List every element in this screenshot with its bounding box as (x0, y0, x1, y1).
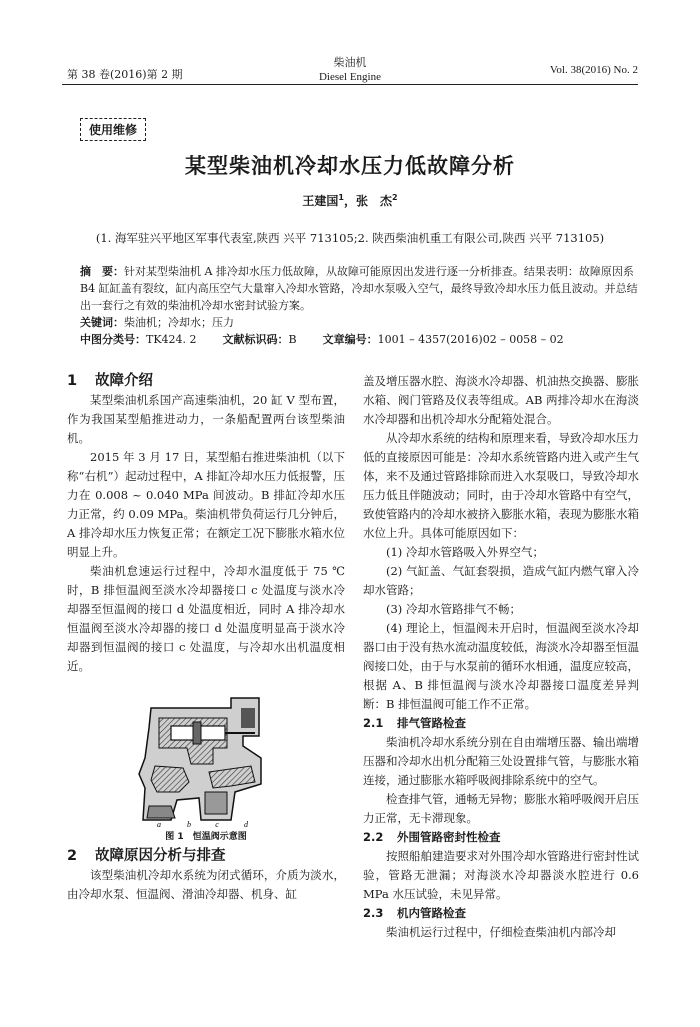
section-1-title: 故障介绍 (95, 373, 153, 389)
list-item: (4) 理论上，恒温阀未开启时，恒温阀至淡水冷却器口由于没有热水流动温度较低，海淡水冷却器至恒温阀接口处，由于与水泵前的循环水相通，温度应较高，根据 A、B 排恒温阀与淡水冷却器接口温度差异判断：B 排恒温阀可能工作不正常。 (363, 621, 639, 711)
paragraph: 某型柴油机系国产高速柴油机，20 缸 V 型布置，作为我国某型船推进动力，一条船配置两台该型柴油机。 (67, 393, 345, 445)
article-number-label: 文章编号： (322, 333, 378, 346)
paragraph: 2015 年 3 月 17 日，某型船右推进柴油机（以下称“右机”）起动过程中，A 排缸冷却水压力低报警，压力在 0.008 ~ 0.040 MPa 间波动。B 排缸冷却水压力正常，约 0.09 MPa。柴油机带负荷运行几分钟后，A 排冷却水压力恢复正常；在额定工况下膨胀水箱水位明显上升。 (67, 450, 345, 559)
keywords-label: 关键词： (80, 316, 124, 329)
port-labels (157, 820, 249, 828)
subsection-2-1-heading (363, 714, 639, 733)
clc (80, 331, 197, 348)
figure-1-caption: 图 1 恒温阀示意图 (165, 832, 247, 842)
keywords-text: 柴油机；冷却水；压力 (124, 316, 234, 329)
subsection-2-3-title: 机内管路检查 (397, 906, 466, 920)
list-item: (2) 气缸盖、气缸套裂损，造成气缸内燃气窜入冷却水管路； (363, 564, 639, 597)
affiliation: (1. 海军驻兴平地区军事代表室,陕西 兴平 713105;2. 陕西柴油机重工有限公司,陕西 兴平 713105) (95, 231, 605, 245)
paragraph: 检查排气管，通畅无异物；膨胀水箱呼吸阀开启压力正常，无卡滞现象。 (363, 792, 639, 825)
journal-name-en: Diesel Engine (318, 71, 381, 83)
left-column (67, 372, 345, 904)
port-label-d: d (244, 820, 248, 828)
section-2-title: 故障原因分析与排查 (95, 848, 226, 864)
paragraph: 按照船舶建造要求对外围冷却水管路进行密封性试验，管路无泄漏；对海淡水冷却器淡水腔进行 0.6 MPa 水压试验，未见异常。 (363, 849, 639, 901)
authors (0, 192, 700, 209)
journal-issue: 第 38 卷(2016)第 2 期 (67, 68, 183, 81)
subsection-2-3-heading (363, 904, 639, 923)
abstract (80, 263, 638, 314)
clc-label: 中图分类号： (80, 333, 146, 346)
abstract-block (80, 263, 638, 348)
subsection-2-2-title: 外围管路密封性检查 (397, 830, 501, 844)
column-tag: 使用维修 (80, 118, 146, 141)
paragraph: 柴油机怠速运行过程中，冷却水温度低于 75 ℃时，B 排恒温阀至淡水冷却器接口 c 处温度与淡水冷却器至恒温阀的接口 d 处温度相近，同时 A 排冷却水恒温阀至淡水冷却器的接口 d 处温度明显高于淡水冷却器到恒温阀的接口 c 处温度，与冷却水出机温度相近。 (67, 564, 345, 673)
doc-code-value: B (288, 333, 297, 346)
paragraph: 柴油机运行过程中，仔细检查柴油机内部冷却 (386, 925, 616, 939)
list-item: (3) 冷却水管路排气不畅； (386, 602, 521, 616)
article-number (323, 331, 564, 348)
author-2: 张 杰 (356, 194, 393, 208)
right-column (363, 372, 639, 942)
list-item: (1) 冷却水管路吸入外界空气； (386, 545, 544, 559)
subsection-2-2-number: 2.2 (363, 830, 384, 844)
thermostat-valve-diagram (131, 688, 281, 828)
abstract-text: 针对某型柴油机 A 排冷却水压力低故障，从故障可能原因出发进行逐一分析排查。结果表明：故障原因系 B4 缸缸盖有裂纹，缸内高压空气大量窜入冷却水管路，冷却水泵吸入空气，最终导致冷却水压力低且波动。并总结出一套行之有效的柴油机冷却水密封试验方案。 (80, 265, 638, 312)
article-title: 某型柴油机冷却水压力低故障分析 (185, 154, 515, 178)
header-rule (62, 84, 638, 85)
paragraph: 该型柴油机冷却水系统为闭式循环，介质为淡水，由冷却水泵、恒温阀、滑油冷却器、机身、缸 (67, 868, 345, 901)
doc-code (223, 331, 297, 348)
clc-value: TK424. 2 (146, 333, 197, 346)
journal-name-cn: 柴油机 (333, 56, 367, 69)
abstract-label: 摘 要： (80, 265, 124, 278)
section-2-number: 2 (67, 848, 78, 864)
article-number-value: 1001 – 4357(2016)02 – 0058 – 02 (377, 333, 564, 346)
author-1-sup: 1 (338, 193, 344, 202)
port-label-c: c (215, 820, 219, 828)
doc-code-label: 文献标识码： (222, 333, 289, 346)
author-separator: ， (343, 194, 356, 208)
keywords (80, 314, 638, 331)
subsection-2-3-number: 2.3 (363, 906, 384, 920)
paragraph: 从冷却水系统的结构和原理来看，导致冷却水压力低的直接原因可能是：冷却水系统管路内进入或产生气体，来不及通过管路排除而进入水泵吸口，导致冷却水压力低且伴随波动；同时，由于冷却水管路中有空气，致使管路内的冷却水被挤入膨胀水箱，表现为膨胀水箱水位上升。具体可能原因如下： (363, 431, 639, 540)
classification-row (80, 331, 638, 348)
paragraph: 柴油机冷却水系统分别在自由端增压器、输出端增压器和冷却水出机分配箱三处设置排气管，与膨胀水箱连接，通过膨胀水箱呼吸阀排除系统中的空气。 (363, 735, 639, 787)
journal-volume: Vol. 38(2016) No. 2 (549, 64, 638, 76)
section-2-heading (67, 847, 345, 866)
section-1-number: 1 (67, 373, 78, 389)
port-label-a: a (157, 820, 161, 828)
author-1: 王建国 (302, 194, 339, 208)
figure-1 (67, 688, 345, 847)
subsection-2-2-heading (363, 828, 639, 847)
valve-body (139, 698, 261, 820)
paragraph: 盖及增压器水腔、海淡水冷却器、机油热交换器、膨胀水箱、阀门管路及仪表等组成。AB 两排冷却水在海淡水冷却器和出机冷却水分配箱处混合。 (363, 374, 639, 426)
author-2-sup: 2 (392, 193, 398, 202)
subsection-2-1-title: 排气管路检查 (397, 716, 466, 730)
port-label-b: b (187, 820, 191, 828)
section-1-heading (67, 372, 345, 391)
subsection-2-1-number: 2.1 (363, 716, 384, 730)
